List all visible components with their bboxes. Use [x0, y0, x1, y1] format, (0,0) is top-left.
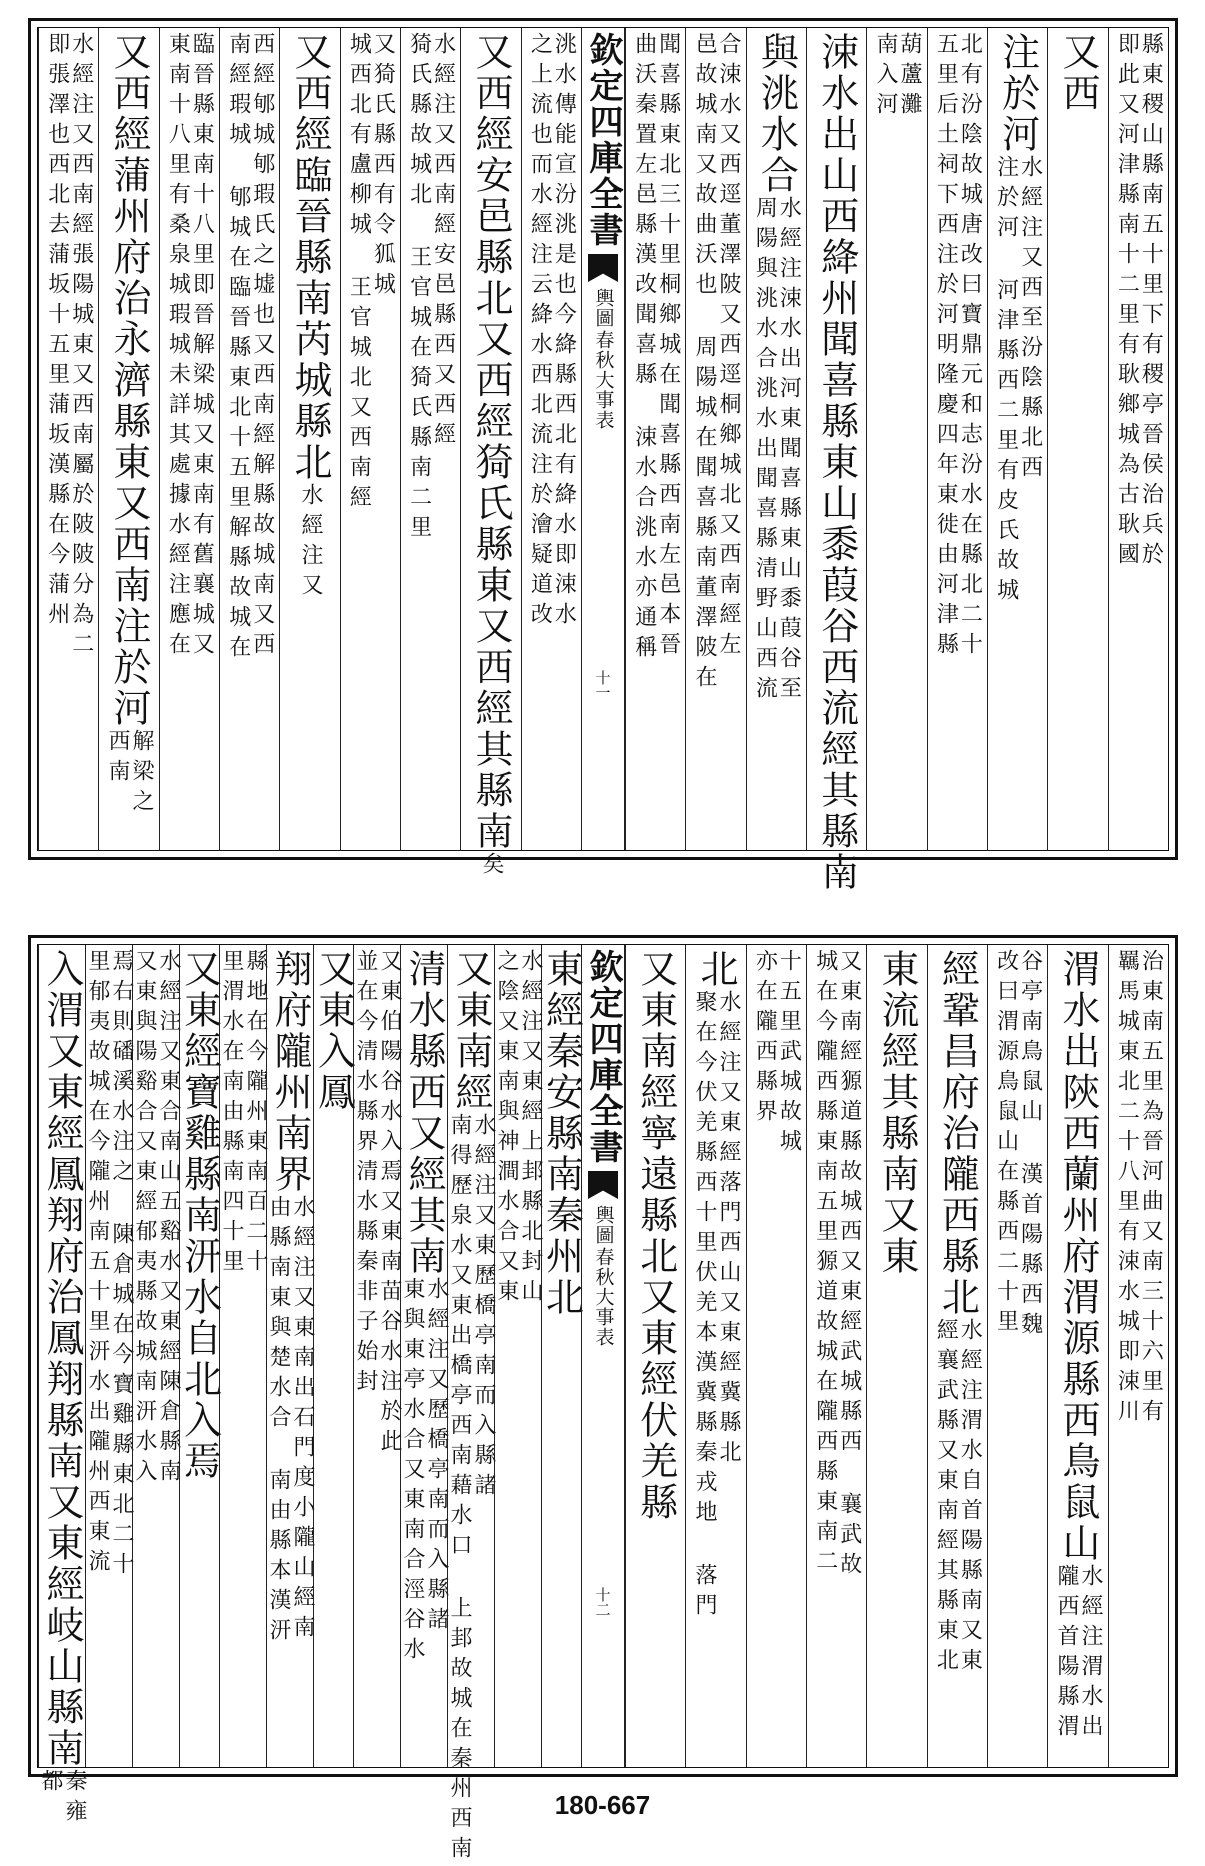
annotation-pair [133, 949, 179, 1489]
annotation-pair [227, 32, 273, 665]
annotation-line: 經襄武縣又東南經其縣東北 [933, 1318, 959, 1678]
annotation-line: 水經注又西南經張陽城東又西南屬於陂陂分為二 [68, 32, 94, 662]
annotation-line: 周陽與洮水合洮水出聞喜縣清野山西流 [752, 196, 778, 706]
text-column [494, 945, 541, 1767]
annotation-line: 水經注又東南出石門度小隴山經南 [290, 1195, 315, 1645]
text-column [447, 945, 496, 1866]
main-text: 注於河 [995, 32, 1040, 155]
main-text: 又西經蒲州府治永濟縣東又西南注於河 [107, 32, 152, 729]
text-column [1108, 945, 1168, 1767]
text-column [685, 28, 745, 850]
annotation-line: 葫蘆灘 [897, 32, 923, 122]
main-text: 又西經安邑縣北又西經猗氏縣東又西經其縣南 [469, 32, 513, 852]
annotation-line: 之陰又東南與神澗水合又東 [494, 949, 519, 1309]
annotation-line: 猗氏縣故城北 王官城在猗氏縣南二里 [406, 32, 432, 545]
annotation-pair [692, 32, 742, 695]
annotation-pair [873, 32, 923, 122]
annotation-line: 解梁之 [129, 729, 155, 819]
annotation-pair [46, 32, 92, 662]
book-title: 欽定四庫全書 [583, 949, 623, 1165]
text-column [866, 28, 926, 850]
center-gutter [581, 945, 625, 1767]
text-column [219, 28, 279, 850]
annotation-line: 焉右則磻溪水注之 陳倉城在今寶雞縣東北二十 [109, 949, 134, 1582]
annotation-pair [527, 32, 577, 632]
text-column [625, 28, 685, 850]
text-column [539, 945, 584, 1767]
text-column [159, 28, 219, 850]
annotation-line: 北有汾陰故城唐改曰寶鼎元和志汾水在縣北二十 [957, 32, 983, 662]
annotation-line: 又猗氏縣西有令狐城 [370, 32, 396, 302]
text-column [927, 945, 987, 1767]
section-title [594, 1205, 613, 1347]
section-subname: 輿圖 [592, 288, 615, 328]
text-column [460, 28, 520, 882]
annotation-pair [346, 32, 396, 515]
main-text: 又東入鳳 [311, 949, 356, 1113]
annotation-line: 水經注又西南經安邑縣西又西經 [430, 32, 456, 452]
text-column [400, 28, 460, 850]
annotation-pair [448, 1113, 494, 1866]
text-column [311, 945, 356, 1767]
annotation-line: 里郁夷故城在今隴州南五十里汧水出隴州西東流 [85, 949, 110, 1579]
main-text: 又東南經寧遠縣北又東經伏羌縣 [633, 949, 678, 1523]
annotation-line: 又東伯陽谷水入焉又東南苗谷水注於此 [377, 949, 402, 1459]
main-text: 與洮水合 [754, 32, 799, 196]
center-gutter [581, 28, 625, 850]
main-text: 入渭又東經鳳翔府治鳳翔縣南又東經岐山縣南 [40, 949, 84, 1769]
text-column [266, 945, 313, 1767]
leaf-number: 十一 [593, 670, 612, 700]
annotation-line: 水經注涑水出河東聞喜縣東山黍葭谷至 [776, 196, 802, 706]
text-column [866, 945, 926, 1767]
left-half [38, 28, 581, 882]
annotation-pair [1114, 949, 1164, 1429]
main-text: 經鞏昌府治隴西縣北 [935, 949, 980, 1318]
text-column [685, 945, 745, 1767]
annotation-pair [633, 32, 679, 665]
text-column [98, 28, 158, 850]
annotation-pair [1114, 32, 1164, 572]
annotation-line: 曲沃秦置左邑縣漢改聞喜縣 涑水合洮水亦通稱 [631, 32, 657, 665]
page-number-footer: 180-667 [554, 1790, 651, 1820]
annotation-line: 水經注又東經落門西山又東經冀縣北 [716, 990, 742, 1470]
annotation-pair [401, 1277, 447, 1667]
text-column [340, 28, 400, 850]
annotation-line: 即張澤也西北去蒲坂十五里蒲坂漢縣在今蒲州 [44, 32, 70, 632]
annotation-line: 都 [38, 1769, 63, 1799]
annotation-line: 東南十八里有桑泉城瑕城未詳其處據水經注應在 [165, 32, 191, 662]
leaf-number: 十二 [593, 1587, 612, 1617]
section-name: 春秋大事表 [592, 330, 615, 430]
annotation-line: 矣 [479, 852, 504, 882]
annotation-line: 城西北有盧柳城 王官城北又西南經 [346, 32, 372, 515]
text-column [38, 945, 87, 1829]
annotation-line: 十五里武城故城 [776, 949, 802, 1159]
main-text: 又西 [1056, 32, 1100, 114]
annotation-line: 臨晉縣東南十八里即晉解梁城又東南有舊襄城又 [189, 32, 215, 662]
text-column [38, 28, 98, 850]
annotation-pair [752, 949, 802, 1159]
annotation-pair [408, 32, 454, 545]
annotation-line: 縣地在今隴州東南百二十 [243, 949, 268, 1279]
annotation-pair [933, 1318, 983, 1678]
text-column [625, 945, 685, 1767]
main-text: 又西經臨晉縣南芮城縣北 [288, 32, 333, 483]
main-text: 渭水出陝西蘭州府渭源縣西鳥鼠山 [1056, 949, 1100, 1564]
annotation-line: 城在今隴西縣東南五里獂道故城在隴西縣東南二 [812, 949, 838, 1579]
text-column [746, 945, 806, 1767]
text-column [132, 945, 179, 1767]
annotation-line: 治東南五里為晉河曲又南三十六里有 [1138, 949, 1164, 1429]
text-column [400, 945, 447, 1767]
page-top [28, 18, 1178, 893]
text-column [1047, 945, 1107, 1767]
top-text-block [37, 27, 1169, 893]
annotation-line: 又東與陽谿合又東經郁夷縣故城南汧水入 [132, 949, 157, 1489]
section-name: 春秋大事表 [592, 1247, 615, 1347]
text-column [279, 28, 339, 850]
annotation-line: 注於河 河津縣西二里有皮氏故城 [993, 155, 1019, 608]
text-column [353, 945, 400, 1767]
annotation-line: 南入河 [873, 32, 899, 122]
text-column [521, 28, 581, 850]
annotation-pair [995, 155, 1041, 608]
annotation-pair [495, 949, 541, 1309]
text-column [806, 945, 866, 1767]
annotation-line: 里渭水在南由縣南四十里 [219, 949, 244, 1279]
annotation-line: 南得歷泉水又東出橋亭西南藉水口 上邽故城在秦州西南 [447, 1113, 472, 1866]
annotation-line: 又東南經獂道縣故城西又東經武城縣西 襄武故 [836, 949, 862, 1582]
fishtail-mark-icon [588, 1171, 618, 1199]
annotation-line: 隴西首陽縣渭 [1054, 1564, 1079, 1744]
annotation-line: 西南 [105, 729, 131, 789]
annotation-line: 水經注又東合南山五谿水又東經陳倉縣南 [156, 949, 181, 1489]
annotation-pair [995, 949, 1041, 1342]
annotation-pair [165, 32, 215, 662]
main-text: 又東南經 [449, 949, 493, 1113]
left-half [38, 945, 584, 1866]
main-text: 東流經其縣南又東 [875, 949, 920, 1277]
annotation-pair [354, 949, 400, 1459]
text-column [177, 945, 222, 1767]
annotation-line: 羈馬城東北二十八里有涑水城即涑川 [1114, 949, 1140, 1429]
annotation-line: 邑故城南又故曲沃也 周陽城在聞喜縣南董澤陂在 [692, 32, 718, 695]
text-column [987, 28, 1047, 850]
annotation-pair [220, 949, 266, 1279]
annotation-line: 水經注又東歷橋亭南而入縣諸 [471, 1113, 496, 1503]
annotation-line: 亦在隴西縣界 [752, 949, 778, 1129]
annotation-line: 聞喜縣東北三十里桐鄉城在聞喜縣西南左邑本晉 [655, 32, 681, 662]
annotation-line: 改曰渭源鳥鼠山在縣西二十里 [993, 949, 1019, 1339]
annotation-line: 秦雍 [62, 1769, 87, 1829]
annotation-line: 水經注又歷橋亭南而入縣諸 [424, 1277, 449, 1637]
main-text: 清水縣西又經其南 [402, 949, 446, 1277]
annotation-line: 之上流也而水經注云絳水西北流注於澮疑道改 [527, 32, 553, 632]
fishtail-mark-icon [588, 254, 618, 282]
annotation-line: 水經注渭水出 [1078, 1564, 1103, 1744]
annotation-line: 東與東亭水合又東南合涇谷水 [400, 1277, 425, 1667]
text-column [219, 945, 266, 1767]
annotation-line: 谷亭南鳥鼠山 漢首陽縣西魏 [1017, 949, 1043, 1342]
annotation-pair [298, 483, 324, 603]
annotation-pair [480, 852, 502, 882]
annotation-pair [933, 32, 983, 662]
text-column [85, 945, 132, 1767]
annotation-line: 南經瑕城 郇城在臨晉縣東北十五里解縣故城在 [225, 32, 251, 665]
text-column [927, 28, 987, 850]
annotation-line: 聚在今伏羌縣西十里伏羌本漢冀縣秦戎地 落門 [692, 990, 718, 1623]
annotation-line: 五里后土祠下西注於河明隆慶四年東徙由河津縣 [933, 32, 959, 662]
text-column [746, 28, 806, 850]
main-text: 北 [694, 949, 739, 990]
annotation-pair [86, 949, 132, 1582]
main-text: 又東經寶雞縣南汧水自北入焉 [177, 949, 222, 1482]
annotation-line: 水經注渭水自首陽縣南又東 [957, 1318, 983, 1678]
annotation-line: 水經注又東經上邽縣北封山 [518, 949, 543, 1309]
text-column [1047, 28, 1107, 850]
main-text: 翔府隴州南界 [268, 949, 312, 1195]
section-title [594, 288, 613, 430]
annotation-line: 合涑水又西逕董澤陂又西逕桐鄉城北又西南經左 [716, 32, 742, 662]
book-title: 欽定四庫全書 [583, 32, 623, 248]
annotation-pair [692, 990, 742, 1623]
annotation-line: 水經注又西至汾陰縣北西 [1017, 155, 1043, 485]
main-text: 東經秦安縣南秦州北 [539, 949, 584, 1318]
annotation-line: 由縣南東與楚水合 南由縣本漢汧 [266, 1195, 291, 1648]
annotation-pair [752, 196, 802, 706]
annotation-pair [1055, 1564, 1101, 1744]
annotation-line: 即此又河津縣南十二里有耿鄉城為古耿國 [1114, 32, 1140, 572]
text-column [1108, 28, 1168, 850]
right-half [625, 28, 1168, 893]
text-column [987, 945, 1047, 1767]
annotation-pair [105, 729, 155, 819]
annotation-line: 縣東稷山縣南五十里下有稷亭晉侯治兵於 [1138, 32, 1164, 572]
right-half [625, 945, 1168, 1767]
main-text: 涑水出山西絳州聞喜縣東山黍葭谷西流經其縣南 [814, 32, 859, 893]
section-subname: 輿圖 [592, 1205, 615, 1245]
annotation-line: 西經郇城郇瑕氏之墟也又西南經解縣故城南又西 [249, 32, 275, 662]
annotation-pair [267, 1195, 313, 1648]
annotation-line: 並在今清水縣界清水縣秦非子始封 [353, 949, 378, 1399]
annotation-pair [814, 949, 860, 1582]
annotation-line: 洮水傳能宣汾洮是也今絳縣西北有絳水即涑水 [551, 32, 577, 632]
text-column [806, 28, 866, 893]
annotation-line: 水經注又 [298, 483, 324, 603]
